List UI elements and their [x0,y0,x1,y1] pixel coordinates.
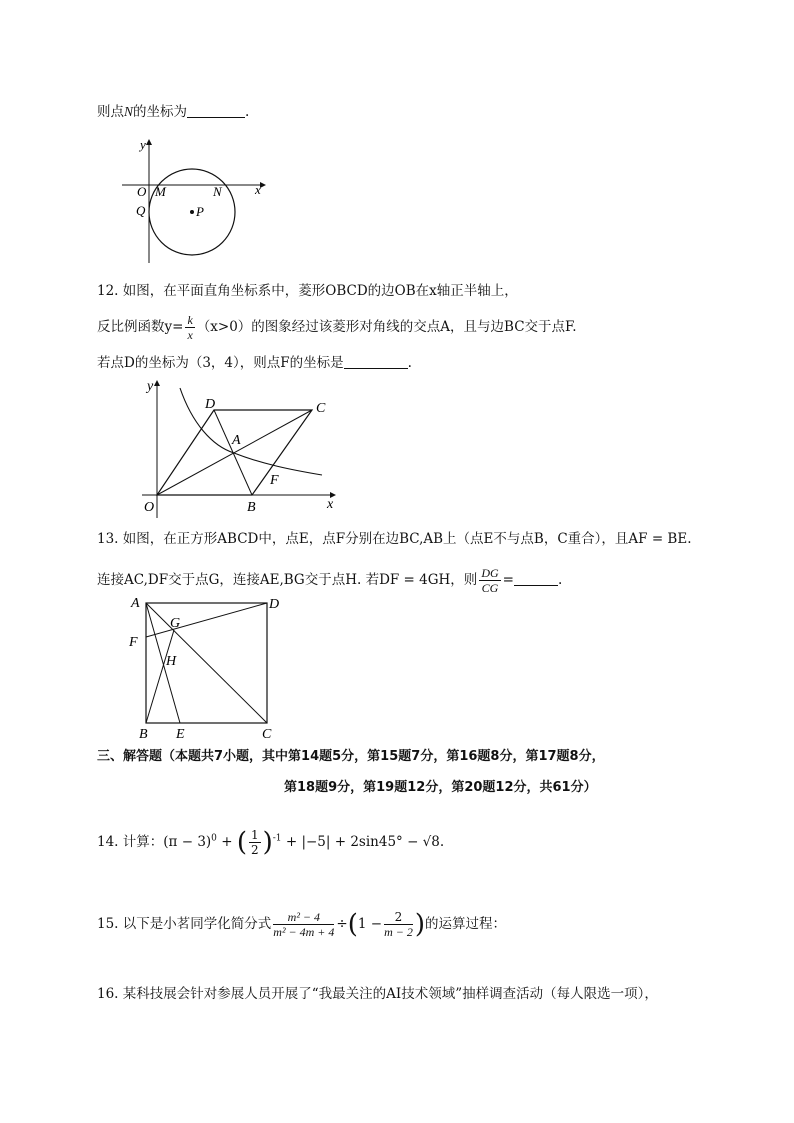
label-o: O [144,500,155,515]
label-m: M [155,184,166,199]
label-a: A [232,433,241,448]
label-g: G [170,616,181,631]
q11-figure [112,135,272,265]
fraction-m2-4: $\frac{\text{m² − 4}}{\text{m² − 4m + 4}}$ [273,910,335,939]
q12-line3: 若点D的坐标为（3，4），则点F的坐标是 . [97,355,412,371]
q13-figure [125,592,295,742]
label-h: H [166,654,177,669]
label-d: D [205,397,216,412]
label-e: E [176,727,185,742]
q12-line2: 反比例函数y= $\frac{k}{x}$ （x>0）的图象经过该菱形对角线的交点A，且与边BC交于点F. [97,313,577,342]
q12-line1: 12. 如图，在平面直角坐标系中，菱形OBCD的边OB在x轴正半轴上， [97,283,518,299]
axis-label-y: y [140,137,146,152]
q16-line: 16. 某科技展会针对参展人员开展了“我最关注的AI技术领域”抽样调查活动（每人限选一项）， [97,986,658,1002]
q15-line: 15. 以下是小茗同学化简分式 $\frac{\text{m² − 4}}{\text{m² − 4m + 4}}$ ÷(1 − $\frac{2}{m - 2}$ )的运算过程： [97,909,506,940]
section-3-title-cont: 第18题9分，第19题12分，第20题12分，共61分） [284,780,597,795]
label-a: A [131,596,140,611]
q12-figure [132,378,352,523]
q11-text: 则点N的坐标为 . [97,104,250,120]
label-c: C [316,401,326,416]
label-f: F [270,473,279,488]
axis-label-x: x [327,497,334,512]
q14-line: 14. 计算：$(\pi - 3)^0$ + ( $\frac{1}{2}$ )$^{-1}$ + |−5| + 2sin45° − √8. [97,827,445,858]
label-d: D [269,597,280,612]
fraction-dg-over-cg: $\frac{DG}{CG}$ [481,566,499,595]
label-b: B [247,500,256,515]
q13-line2: 连接AC,DF交于点G，连接AE,BG交于点H. 若DF = 4GH，则 $\frac{DG}{CG}$ = . [97,566,563,595]
label-b: B [139,727,148,742]
axis-label-y: y [147,379,154,394]
hyperbola-curve [180,388,322,475]
answer-blank-13[interactable] [514,571,558,586]
answer-blank-12[interactable] [344,354,408,369]
label-n: N [213,184,222,199]
label-c: C [262,727,272,742]
axis-label-x: x [255,182,261,197]
label-q: Q [136,203,146,218]
label-o: O [137,184,147,199]
fraction-k-over-x: $\frac{k}{x}$ [187,313,193,342]
q13-line1: 13. 如图，在正方形ABCD中，点E，点F分别在边BC,AB上（点E不与点B，C重合），且AF = BE. [97,531,692,547]
section-3-title: 三、解答题（本题共7小题，其中第14题5分，第15题7分，第16题8分，第17题8分， [97,749,605,764]
answer-blank-11[interactable] [187,103,245,118]
fraction-one-half: $\frac{1}{2}$ [250,828,259,857]
label-p: P [196,204,204,219]
fraction-2-over-m-2: $\frac{2}{m - 2}$ [384,910,413,939]
label-f: F [129,635,138,650]
